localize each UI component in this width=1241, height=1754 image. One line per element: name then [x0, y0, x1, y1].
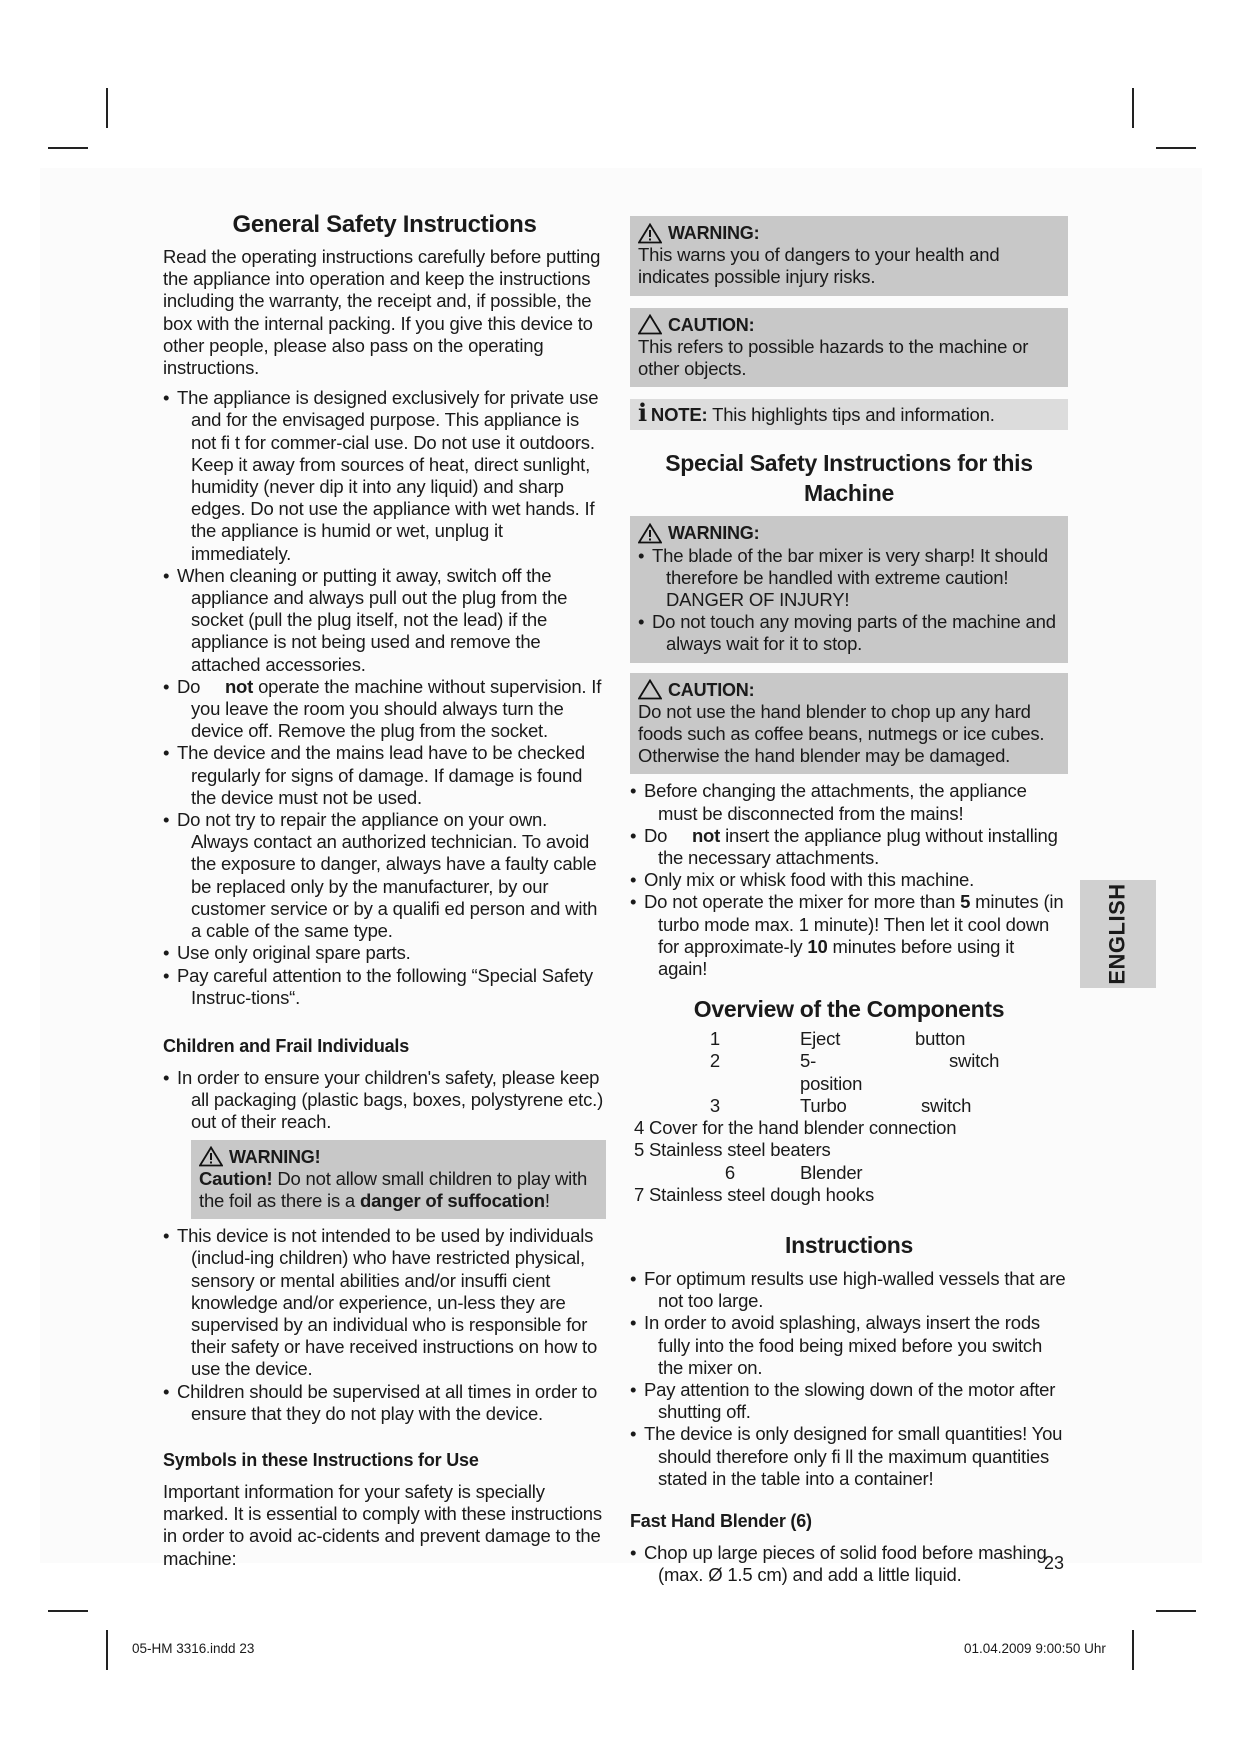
crop-mark	[48, 1610, 88, 1612]
crop-mark	[106, 1630, 108, 1670]
language-label: ENGLISH	[1105, 883, 1131, 985]
component-row: 5 Stainless steel beaters	[634, 1139, 831, 1161]
list-item: • Before changing the attachments, the appliance must be disconnected from the mains!	[630, 780, 1068, 824]
list-item: • The appliance is designed exclusively for private use and for the envisaged purpose. This appliance is not fi t for commer-cial use. Do not use it outdoors. Keep it away from sources of heat, direct sunlight, humidity (never dip it into any liquid) and sharp edges. Do not use the appliance with wet hands. If the appliance is humid or wet, unplug it immediately.	[163, 387, 606, 565]
note-legend-box	[630, 399, 1068, 430]
list-item: • The device and the mains lead have to be checked regularly for signs of damage. If damage is found the device must not be used.	[163, 742, 606, 809]
right-column	[630, 216, 1068, 1586]
page-number: 23	[1044, 1553, 1065, 1573]
list-item: • The device is only designed for small quantities! You should therefore only fi ll the maximum quantities stated in the table into a container!	[630, 1423, 1068, 1490]
instructions-title: Instructions	[784, 1231, 914, 1258]
list-item: • Do not try to repair the appliance on your own. Always contact an authorized technician. To avoid the exposure to danger, always have a faulty cable be replaced only by the manufacturer, by our customer service or by a qualifi ed person and with a cable of the same type.	[163, 809, 606, 942]
fast-hand-blender-heading: Fast Hand Blender (6)	[630, 1510, 812, 1531]
warning-heading: WARNING!	[199, 1146, 598, 1168]
special-safety-title: Special Safety Instructions for this Machine	[665, 450, 1033, 507]
components-list	[630, 1028, 1068, 1206]
note-heading: NOTE:	[650, 404, 708, 426]
list-item: • Do not touch any moving parts of the machine and always wait for it to stop.	[638, 611, 1060, 655]
left-column	[163, 210, 606, 1570]
list-item: • In order to avoid splashing, always insert the rods fully into the food being mixed before you switch the mixer on.	[630, 1312, 1068, 1379]
warning-text: Caution! Do not allow small children to play with the foil as there is a danger of suffocation!	[199, 1167, 588, 1211]
children-list	[163, 1067, 606, 1134]
crop-mark	[1156, 1610, 1196, 1612]
footer-datetime: 01.04.2009 9:00:50 Uhr	[964, 1641, 1106, 1656]
caution-triangle-icon	[638, 679, 662, 700]
component-row: 2 5-position switch	[709, 1050, 1000, 1094]
list-item: • Only mix or whisk food with this machine.	[630, 869, 1068, 891]
info-icon: i	[638, 398, 647, 428]
crop-mark	[1156, 147, 1196, 149]
symbols-paragraph: Important information for your safety is specially marked. It is essential to comply with these instructions in order to avoid ac-cidents and prevent damage to the machine:	[163, 1480, 602, 1569]
general-safety-title: General Safety Instructions	[232, 211, 537, 238]
footer-file: 05-HM 3316.indd 23	[132, 1641, 255, 1656]
list-item: • Chop up large pieces of solid food before mashing (max. Ø 1.5 cm) and add a little liquid.	[630, 1542, 1068, 1586]
warning-triangle-icon	[199, 1146, 223, 1167]
children-heading: Children and Frail Individuals	[163, 1035, 410, 1056]
overview-title: Overview of the Components	[693, 996, 1005, 1023]
warning-legend-box	[630, 216, 1068, 296]
crop-mark	[1132, 1630, 1134, 1670]
list-item: • Use only original spare parts.	[163, 942, 606, 964]
crop-mark	[106, 88, 108, 128]
caution-heading: CAUTION:	[668, 314, 755, 335]
note-text: This highlights tips and information.	[707, 404, 995, 426]
crop-mark	[48, 147, 88, 149]
children-list-2	[163, 1225, 606, 1425]
list-item: • Do not operate the mixer for more than 5 minutes (in turbo mode max. 1 minute)! Then let it cool down for approximate-ly 10 minutes before using it again!	[630, 891, 1068, 980]
caution-heading: CAUTION:	[668, 679, 755, 700]
warning-text: This warns you of dangers to your health and indicates possible injury risks.	[638, 244, 1000, 288]
caution-triangle-icon	[638, 314, 662, 335]
warning-heading: WARNING:	[668, 223, 760, 243]
crop-mark	[1132, 88, 1134, 128]
caution-text: Do not use the hand blender to chop up any hard foods such as coffee beans, nutmegs or ice cubes. Otherwise the hand blender may be damaged.	[638, 700, 1045, 767]
list-item: • For optimum results use high-walled vessels that are not too large.	[630, 1268, 1068, 1312]
warning-heading: WARNING:	[668, 523, 760, 544]
component-row: 6 Blender	[724, 1161, 863, 1183]
warning-triangle-icon	[638, 223, 662, 244]
list-item: • Children should be supervised at all times in order to ensure that they do not play with the device.	[163, 1381, 606, 1425]
component-row: 1 Eject button	[709, 1028, 966, 1050]
list-item: • Do not operate the machine without supervision. If you leave the room you should always turn the device off. Remove the plug from the socket.	[163, 676, 606, 743]
symbols-heading: Symbols in these Instructions for Use	[163, 1449, 479, 1470]
caution-text: This refers to possible hazards to the machine or other objects.	[638, 335, 1029, 380]
list-item: • When cleaning or putting it away, switch off the appliance and always pull out the plug from the socket (pull the plug itself, not the lead) if the appliance is not being used and remove the attached accessories.	[163, 565, 606, 676]
blade-warning-box	[630, 516, 1068, 662]
warning-triangle-icon	[638, 523, 662, 544]
instructions-list	[630, 1268, 1068, 1490]
machine-safety-list	[630, 780, 1068, 980]
intro-paragraph: Read the operating instructions carefully before putting the appliance into operation and keep the instructions including the warranty, the receipt and, if possible, the box with the internal packing. If you give this device to other people, please also pass on the operating instructions.	[163, 246, 601, 379]
list-item: • Pay careful attention to the following “Special Safety Instruc-tions“.	[163, 965, 606, 1009]
hard-foods-caution-box	[630, 673, 1068, 775]
general-safety-list	[163, 387, 606, 1009]
list-item: • This device is not intended to be used by individuals (includ-ing children) who have restricted physical, sensory or mental abilities and/or insuffi cient knowledge and/or experience, un-less they are supervised by an individual who is responsible for their safety or have received instructions on how to use the device.	[163, 1225, 606, 1380]
suffocation-warning-box	[191, 1140, 606, 1220]
list-item: • Pay attention to the slowing down of the motor after shutting off.	[630, 1379, 1068, 1423]
list-item: • In order to ensure your children's safety, please keep all packaging (plastic bags, boxes, polystyrene etc.) out of their reach.	[163, 1067, 606, 1134]
component-row: 3 Turbo switch	[709, 1094, 972, 1116]
list-item: • Do not insert the appliance plug without installing the necessary attachments.	[630, 825, 1068, 869]
list-item: • The blade of the bar mixer is very sharp! It should therefore be handled with extreme caution! DANGER OF INJURY!	[638, 545, 1060, 612]
language-tab	[1080, 880, 1156, 988]
component-row: 4 Cover for the hand blender connection	[634, 1117, 957, 1139]
caution-legend-box	[630, 308, 1068, 388]
component-row: 7 Stainless steel dough hooks	[634, 1183, 875, 1205]
fast-hand-blender-list	[630, 1542, 1068, 1586]
